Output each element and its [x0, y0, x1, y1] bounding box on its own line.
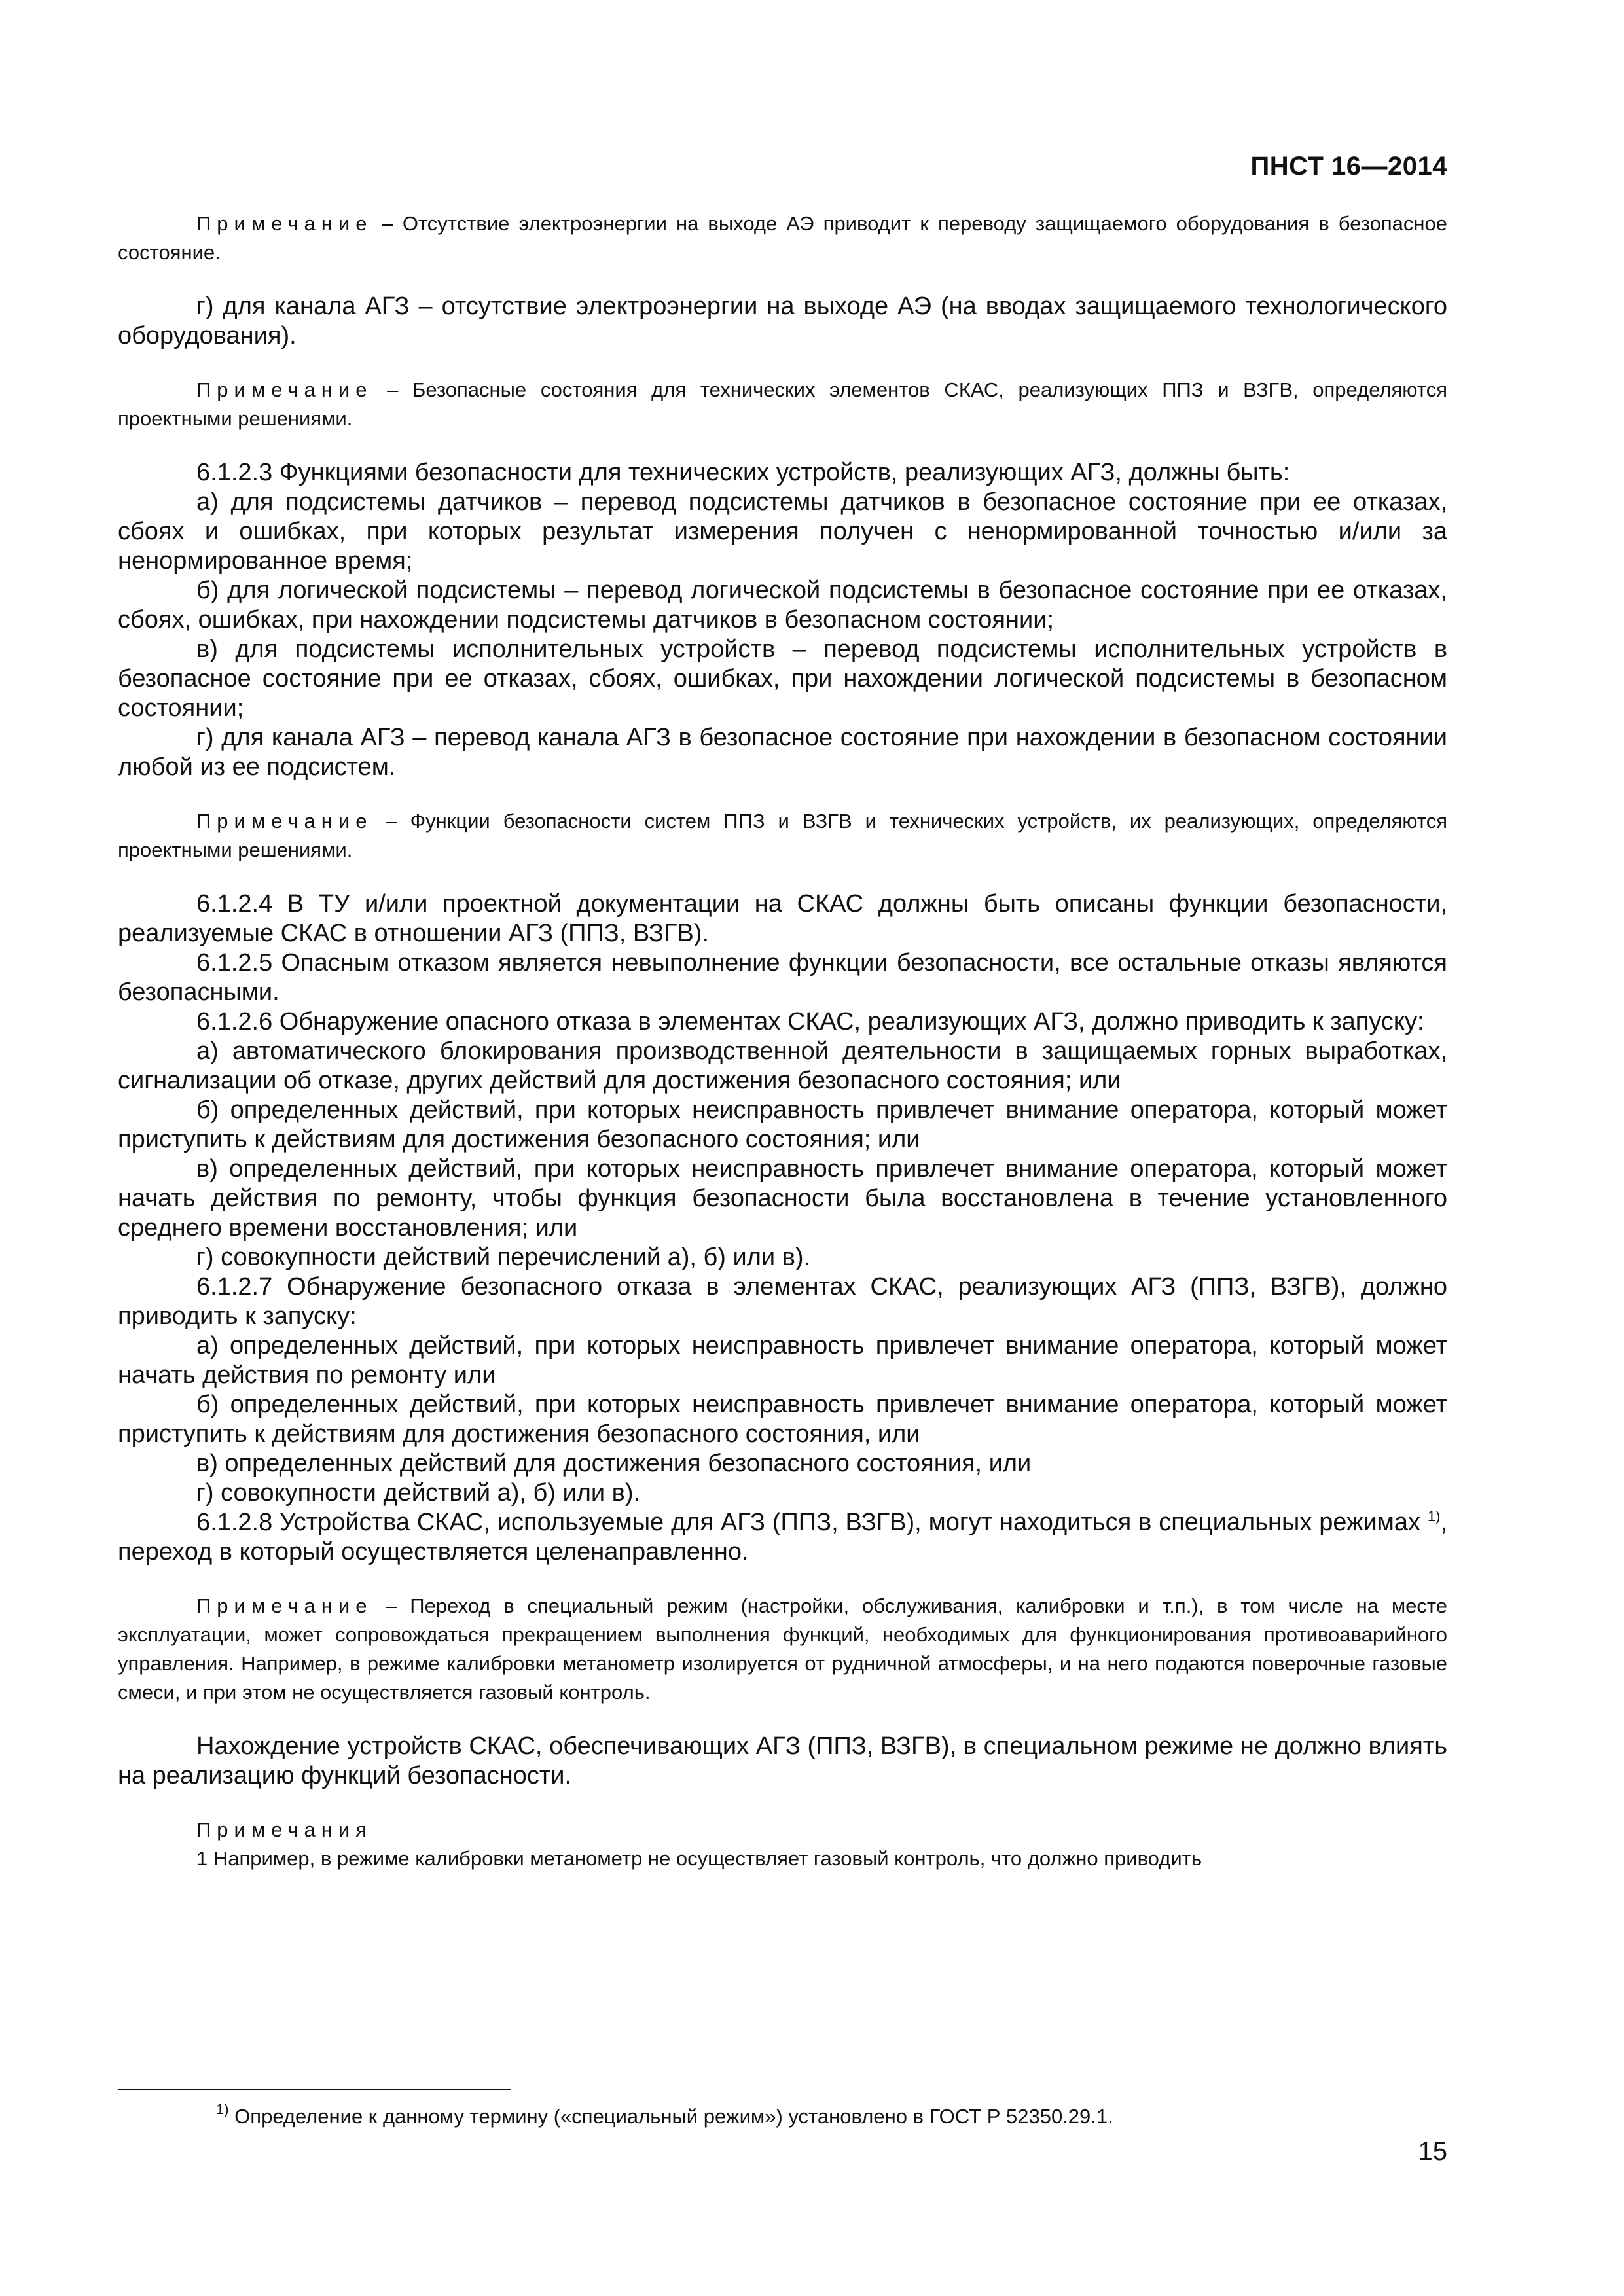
note-label: Примечание — [196, 1594, 373, 1617]
note-paragraph — [118, 807, 1447, 865]
clause-text: 6.1.2.8 Устройства СКАС, используемые для АГЗ (ППЗ, ВЗГВ), могут находиться в специальных режимах — [196, 1509, 1428, 1536]
clause-6-1-2-3: 6.1.2.3 Функциями безопасности для технических устройств, реализующих АГЗ, должны быть: — [196, 459, 1290, 486]
note-label: Примечание — [196, 378, 373, 401]
footnote — [216, 2102, 1113, 2131]
notes-heading: Примечания — [196, 1818, 372, 1841]
document-body — [118, 209, 1447, 1873]
footnote-divider — [118, 2089, 511, 2090]
list-item-g: г) совокупности действий а), б) или в). — [196, 1479, 641, 1507]
footnote-reference: 1) — [1427, 1508, 1441, 1524]
list-item-b: б) определенных действий, при которых неисправность привлечет внимание оператора, который может приступить к действиям для достижения безопасного состояния, или — [118, 1391, 1447, 1448]
document-header: ПНСТ 16—2014 — [1250, 152, 1447, 181]
note-label: Примечание — [196, 212, 373, 235]
note-text: – Безопасные состояния для технических элементов СКАС, реализующих ППЗ и ВЗГВ, определяются проектными решениями. — [118, 378, 1447, 430]
list-item-a: а) для подсистемы датчиков – перевод подсистемы датчиков в безопасное состояние при ее отказах, сбоях и ошибках, при которых результат измерения получен с ненормированной точностью и/или за ненормированное время; — [118, 488, 1447, 575]
note-text: – Функции безопасности систем ППЗ и ВЗГВ и технических устройств, их реализующих, определяются проектными решениями. — [118, 810, 1447, 861]
note-paragraph — [118, 209, 1447, 267]
list-item-v: в) определенных действий, при которых неисправность привлечет внимание оператора, который может начать действия по ремонту, чтобы функция безопасности была восстановлена в течение установленного среднего времени восстановления; или — [118, 1155, 1447, 1242]
footnote-marker: 1) — [216, 2101, 229, 2117]
list-item-v: в) для подсистемы исполнительных устройств – перевод подсистемы исполнительных устройств в безопасное состояние при ее отказах, сбоях, ошибках, при нахождении логической подсистемы в безопасном состоянии; — [118, 636, 1447, 722]
clause-6-1-2-5: 6.1.2.5 Опасным отказом является невыполнение функции безопасности, все остальные отказы являются безопасными. — [118, 949, 1447, 1006]
clause-6-1-2-6: 6.1.2.6 Обнаружение опасного отказа в элементах СКАС, реализующих АГЗ, должно приводить к запуску: — [196, 1008, 1424, 1035]
list-item-g: г) для канала АГЗ – перевод канала АГЗ в безопасное состояние при нахождении в безопасном состоянии любой из ее подсистем. — [118, 724, 1447, 781]
note-paragraph — [118, 1592, 1447, 1707]
clause-6-1-2-4: 6.1.2.4 В ТУ и/или проектной документации на СКАС должны быть описаны функции безопасности, реализуемые СКАС в отношении АГЗ (ППЗ, ВЗГВ). — [118, 890, 1447, 947]
note-label: Примечание — [196, 810, 373, 833]
list-item-b: б) для логической подсистемы – перевод логической подсистемы в безопасное состояние при ее отказах, сбоях, ошибках, при нахождении подсистемы датчиков в безопасном состоянии; — [118, 577, 1447, 634]
list-item-g: г) совокупности действий перечислений а), б) или в). — [196, 1244, 811, 1271]
body-paragraph: г) для канала АГЗ – отсутствие электроэнергии на выходе АЭ (на вводах защищаемого технологического оборудования). — [118, 293, 1447, 350]
list-item-v: в) определенных действий для достижения безопасного состояния, или — [196, 1450, 1032, 1477]
list-item-a: а) автоматического блокирования производственной деятельности в защищаемых горных выработках, сигнализации об отказе, других действий для достижения безопасного состояния; или — [118, 1037, 1447, 1094]
clause-6-1-2-8 — [118, 1508, 1447, 1567]
list-item-b: б) определенных действий, при которых неисправность привлечет внимание оператора, который может приступить к действиям для достижения безопасного состояния; или — [118, 1096, 1447, 1153]
note-item-1: 1 Например, в режиме калибровки метанометр не осуществляет газовый контроль, что должно приводить — [196, 1847, 1202, 1870]
clause-text: , переход в который осуществляется целенаправленно. — [118, 1509, 1447, 1566]
body-paragraph: Нахождение устройств СКАС, обеспечивающих АГЗ (ППЗ, ВЗГВ), в специальном режиме не должно влиять на реализацию функций безопасности. — [118, 1732, 1447, 1789]
note-text: – Отсутствие электроэнергии на выходе АЭ приводит к переводу защищаемого оборудования в безопасное состояние. — [118, 212, 1447, 264]
note-paragraph — [118, 376, 1447, 433]
list-item-a: а) определенных действий, при которых неисправность привлечет внимание оператора, который может начать действия по ремонту или — [118, 1332, 1447, 1389]
note-text: – Переход в специальный режим (настройки, обслуживания, калибровки и т.п.), в том числе на месте эксплуатации, может сопровождаться прекращением выполнения функций, необходимых для функционирования противоаварийного управления. Например, в режиме калибровки метанометр изолируется от рудничной атмосферы, и на него подаются поверочные газовые смеси, и при этом не осуществляется газовый контроль. — [118, 1594, 1447, 1704]
page-number: 15 — [1418, 2137, 1447, 2166]
clause-6-1-2-7: 6.1.2.7 Обнаружение безопасного отказа в элементах СКАС, реализующих АГЗ (ППЗ, ВЗГВ), должно приводить к запуску: — [118, 1273, 1447, 1330]
footnote-text: Определение к данному термину («специальный режим») установлено в ГОСТ Р 52350.29.1. — [228, 2105, 1113, 2128]
